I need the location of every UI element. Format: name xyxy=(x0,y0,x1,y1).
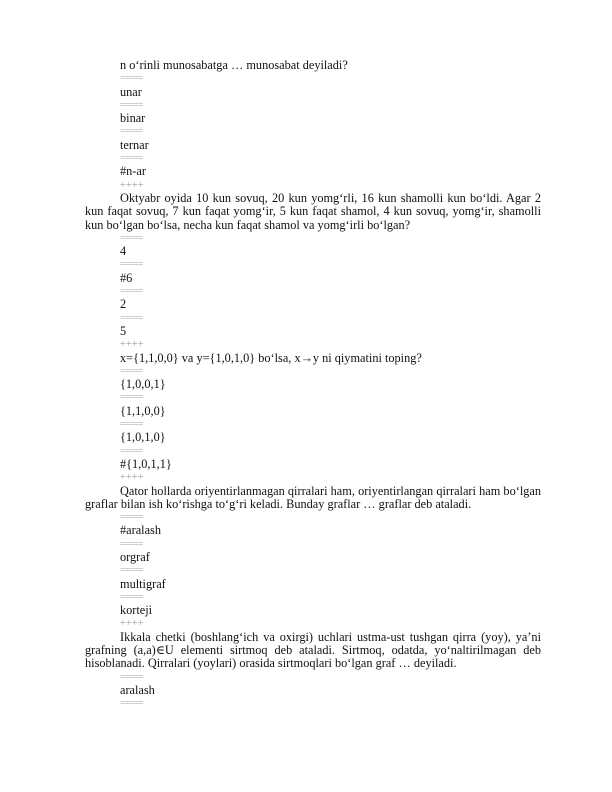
answer-separator: ===== xyxy=(120,365,143,376)
answer-separator: ===== xyxy=(120,232,143,243)
text-line: #6 xyxy=(120,270,133,285)
text-line: 4 xyxy=(120,244,127,259)
answer-separator: ===== xyxy=(120,538,143,549)
answer-separator: ===== xyxy=(120,99,143,110)
answer-separator: ===== xyxy=(120,512,143,523)
text-line: {1,0,0,1} xyxy=(120,377,166,392)
answer-separator: ===== xyxy=(120,698,143,709)
text-line: binar xyxy=(120,111,146,126)
text-line: #n-ar xyxy=(120,164,146,179)
text-line: 2 xyxy=(120,297,127,312)
text-line: ternar xyxy=(120,137,149,152)
text-line: n o‘rinli munosabatga … munosabat deyiladi? xyxy=(120,58,348,72)
answer-separator: ===== xyxy=(120,392,143,403)
text-line: orgraf xyxy=(120,549,150,564)
text-line: {1,1,0,0} xyxy=(120,403,166,418)
text-line: {1,0,1,0} xyxy=(120,430,166,445)
text-line: #{1,0,1,1} xyxy=(120,456,172,471)
text-line: multigraf xyxy=(120,576,166,591)
text-line: #aralash xyxy=(120,523,161,538)
text-line: x={1,1,0,0} va y={1,0,1,0} bo‘lsa, x→y ni qiymatini toping? xyxy=(120,350,422,365)
answer-separator: ===== xyxy=(120,126,143,137)
answer-separator: ===== xyxy=(120,445,143,456)
answer-separator: ===== xyxy=(120,671,143,682)
question-paragraph: Oktyabr oyida 10 kun sovuq, 20 kun yomg‘rli, 16 kun shamolli kun bo‘ldi. Agar 2 kun faqat sovuq, 7 kun faqat yomg‘ir, 5 kun faqat shamol, 4 kun sovuq, yomg‘ir, shamolli kun bo‘lgan bo‘lsa, necha kun faqat shamol va yomg‘irli bo‘lgan? xyxy=(85,190,541,232)
answer-separator: ===== xyxy=(120,259,143,270)
question-paragraph: Ikkala chetki (boshlang‘ich va oxirgi) uchlari ustma-ust tushgan qirra (yoy), ya’ni grafning (a,a)∈U elementi sirtmoq deb ataladi. Sirtmoq, odatda, yo‘naltirilmagan deb hisoblanadi. Qirralari (yoylari) orasida sirtmoqlari bo‘lgan graf … deyiladi. xyxy=(85,629,541,671)
answer-separator: ===== xyxy=(120,419,143,430)
answer-separator: ===== xyxy=(120,591,143,602)
answer-separator: ===== xyxy=(120,73,143,84)
text-line: unar xyxy=(120,84,142,99)
question-separator: ++++ xyxy=(120,618,144,630)
answer-separator: ===== xyxy=(120,153,143,164)
question-separator: ++++ xyxy=(120,472,144,484)
text-line: korteji xyxy=(120,603,153,618)
question-paragraph: Qator hollarda oriyentirlanmagan qirralari ham, oriyentirlangan qirralari ham bo‘lgan graflar bilan ish ko‘rishga to‘g‘ri keladi. Bunday graflar … graflar deb ataladi. xyxy=(85,483,541,511)
question-separator: ++++ xyxy=(120,179,144,191)
document-page xyxy=(85,59,541,711)
text-line: aralash xyxy=(120,682,155,697)
answer-separator: ===== xyxy=(120,286,143,297)
text-line: 5 xyxy=(120,323,127,338)
question-separator: ++++ xyxy=(120,339,144,351)
answer-separator: ===== xyxy=(120,565,143,576)
answer-separator: ===== xyxy=(120,312,143,323)
